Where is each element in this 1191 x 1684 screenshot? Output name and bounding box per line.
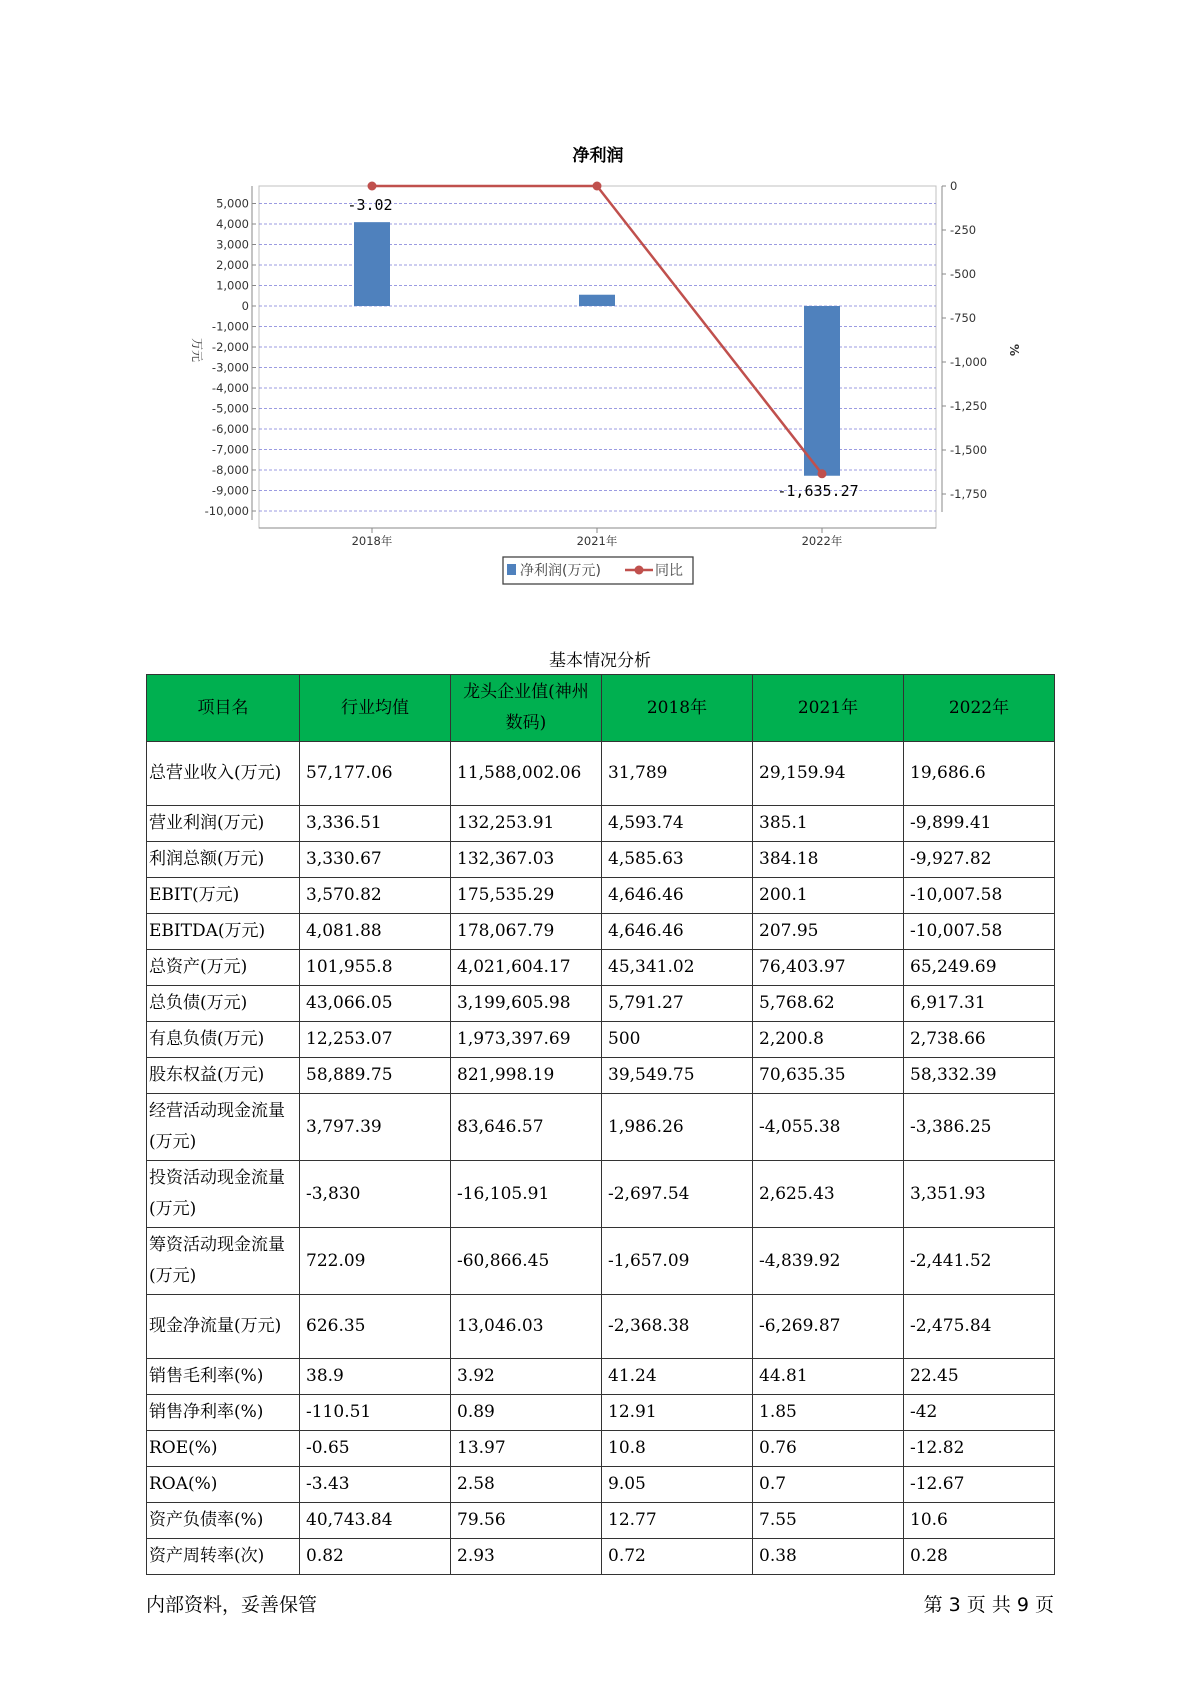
net-profit-chart	[0, 0, 1191, 640]
value-cell: 58,889.75	[300, 1058, 451, 1094]
chart-title: 净利润	[572, 146, 624, 166]
row-label-cell: ROE(%)	[147, 1431, 300, 1467]
left-tick-label: 2,000	[216, 258, 249, 272]
value-cell: 43,066.05	[300, 986, 451, 1022]
value-cell: 13,046.03	[451, 1295, 602, 1359]
yoy-line	[372, 186, 822, 474]
value-cell: 10.8	[602, 1431, 753, 1467]
value-cell: 207.95	[753, 914, 904, 950]
table-row	[147, 1022, 1055, 1058]
value-cell: 175,535.29	[451, 878, 602, 914]
value-cell: 57,177.06	[300, 742, 451, 806]
x-tick-label: 2021年	[576, 534, 618, 548]
row-label-cell: 营业利润(万元)	[147, 806, 300, 842]
value-cell: 132,253.91	[451, 806, 602, 842]
value-cell: 44.81	[753, 1359, 904, 1395]
value-cell: 10.6	[904, 1503, 1055, 1539]
left-tick-label: 3,000	[216, 237, 249, 252]
value-cell: 132,367.03	[451, 842, 602, 878]
row-label-cell: 利润总额(万元)	[147, 842, 300, 878]
row-label-cell: EBITDA(万元)	[147, 914, 300, 950]
value-cell: 178,067.79	[451, 914, 602, 950]
value-cell: 3,351.93	[904, 1161, 1055, 1228]
legend-bar-swatch	[507, 564, 516, 575]
value-cell: 1,973,397.69	[451, 1022, 602, 1058]
row-label-cell: 筹资活动现金流量(万元)	[147, 1228, 300, 1295]
value-cell: -4,839.92	[753, 1228, 904, 1295]
value-cell: 79.56	[451, 1503, 602, 1539]
value-cell: 0.89	[451, 1395, 602, 1431]
left-tick-label: -5,000	[211, 401, 249, 416]
header-cell: 龙头企业值(神州数码)	[451, 675, 602, 742]
left-tick-label: -3,000	[211, 360, 249, 375]
row-label-cell: EBIT(万元)	[147, 878, 300, 914]
value-cell: 385.1	[753, 806, 904, 842]
row-label-cell: 资产周转率(次)	[147, 1539, 300, 1575]
bar	[354, 222, 390, 306]
page-number: 第 3 页 共 9 页	[923, 1594, 1054, 1616]
row-label-cell: 股东权益(万元)	[147, 1058, 300, 1094]
value-cell: 19,686.6	[904, 742, 1055, 806]
value-cell: 31,789	[602, 742, 753, 806]
table-row	[147, 1395, 1055, 1431]
value-cell: -2,441.52	[904, 1228, 1055, 1295]
x-tick-label: 2022年	[801, 534, 843, 548]
value-cell: 3,199,605.98	[451, 986, 602, 1022]
value-cell: 3.92	[451, 1359, 602, 1395]
left-tick-label: 4,000	[216, 217, 249, 231]
value-cell: 13.97	[451, 1431, 602, 1467]
value-cell: -10,007.58	[904, 878, 1055, 914]
value-cell: 4,021,604.17	[451, 950, 602, 986]
value-cell: 0.72	[602, 1539, 753, 1575]
left-tick-label: 1,000	[216, 278, 249, 293]
left-tick-label: 5,000	[216, 196, 249, 211]
value-cell: 12,253.07	[300, 1022, 451, 1058]
table-row	[147, 914, 1055, 950]
bar	[804, 306, 840, 476]
value-cell: 2,738.66	[904, 1022, 1055, 1058]
legend-label: 同比	[655, 563, 683, 579]
table-caption: 基本情况分析	[549, 651, 651, 671]
value-cell: 76,403.97	[753, 950, 904, 986]
value-cell: 0.76	[753, 1431, 904, 1467]
yoy-point	[593, 182, 602, 191]
value-cell: -12.82	[904, 1431, 1055, 1467]
table-row	[147, 1359, 1055, 1395]
header-cell: 2021年	[753, 675, 904, 742]
x-tick-label: 2018年	[351, 534, 393, 548]
value-cell: -4,055.38	[753, 1094, 904, 1161]
left-tick-label: -10,000	[204, 504, 249, 518]
value-cell: 200.1	[753, 878, 904, 914]
value-cell: -2,368.38	[602, 1295, 753, 1359]
table-row	[147, 1295, 1055, 1359]
value-cell: 1,986.26	[602, 1094, 753, 1161]
header-cell: 项目名	[147, 675, 300, 742]
yoy-point	[818, 469, 827, 478]
left-tick-label: -8,000	[211, 463, 249, 477]
value-cell: 4,646.46	[602, 914, 753, 950]
value-cell: 41.24	[602, 1359, 753, 1395]
table-row	[147, 1094, 1055, 1161]
value-cell: -42	[904, 1395, 1055, 1431]
row-label-cell: 现金净流量(万元)	[147, 1295, 300, 1359]
value-cell: 58,332.39	[904, 1058, 1055, 1094]
value-cell: 3,330.67	[300, 842, 451, 878]
row-label-cell: 总营业收入(万元)	[147, 742, 300, 806]
table-row	[147, 1539, 1055, 1575]
value-cell: 1.85	[753, 1395, 904, 1431]
value-cell: -110.51	[300, 1395, 451, 1431]
value-cell: 626.35	[300, 1295, 451, 1359]
data-label: -1,635.27	[777, 482, 859, 500]
value-cell: -10,007.58	[904, 914, 1055, 950]
value-cell: 2,200.8	[753, 1022, 904, 1058]
value-cell: 3,797.39	[300, 1094, 451, 1161]
right-tick-label: -1,250	[950, 399, 988, 413]
table-row	[147, 1467, 1055, 1503]
basic-analysis-table	[146, 674, 1055, 1575]
right-axis-label: %	[1007, 343, 1021, 357]
value-cell: 39,549.75	[602, 1058, 753, 1094]
value-cell: 6,917.31	[904, 986, 1055, 1022]
value-cell: 12.91	[602, 1395, 753, 1431]
table-header-row	[147, 675, 1055, 742]
value-cell: 0.7	[753, 1467, 904, 1503]
value-cell: -9,927.82	[904, 842, 1055, 878]
value-cell: 70,635.35	[753, 1058, 904, 1094]
value-cell: 722.09	[300, 1228, 451, 1295]
value-cell: -3.43	[300, 1467, 451, 1503]
row-label-cell: 经营活动现金流量(万元)	[147, 1094, 300, 1161]
value-cell: 7.55	[753, 1503, 904, 1539]
value-cell: 2.93	[451, 1539, 602, 1575]
left-tick-label: -2,000	[211, 340, 249, 354]
value-cell: 3,570.82	[300, 878, 451, 914]
value-cell: 384.18	[753, 842, 904, 878]
value-cell: -3,830	[300, 1161, 451, 1228]
value-cell: 5,791.27	[602, 986, 753, 1022]
value-cell: 38.9	[300, 1359, 451, 1395]
row-label-cell: ROA(%)	[147, 1467, 300, 1503]
value-cell: 4,646.46	[602, 878, 753, 914]
value-cell: 9.05	[602, 1467, 753, 1503]
value-cell: 0.38	[753, 1539, 904, 1575]
value-cell: -2,697.54	[602, 1161, 753, 1228]
header-cell: 行业均值	[300, 675, 451, 742]
right-tick-label: -1,750	[950, 487, 988, 501]
value-cell: 0.28	[904, 1539, 1055, 1575]
value-cell: 5,768.62	[753, 986, 904, 1022]
value-cell: 2,625.43	[753, 1161, 904, 1228]
value-cell: 29,159.94	[753, 742, 904, 806]
legend-line-marker	[635, 566, 644, 575]
right-tick-label: -750	[950, 311, 977, 325]
value-cell: -1,657.09	[602, 1228, 753, 1295]
right-tick-label: -250	[950, 223, 977, 237]
left-axis-label: 万元	[190, 337, 204, 363]
row-label-cell: 有息负债(万元)	[147, 1022, 300, 1058]
table-row	[147, 986, 1055, 1022]
value-cell: -6,269.87	[753, 1295, 904, 1359]
value-cell: -3,386.25	[904, 1094, 1055, 1161]
value-cell: 4,593.74	[602, 806, 753, 842]
table-row	[147, 806, 1055, 842]
value-cell: 0.82	[300, 1539, 451, 1575]
table-row	[147, 1058, 1055, 1094]
confidential-footer: 内部资料，妥善保管	[146, 1594, 318, 1616]
value-cell: -16,105.91	[451, 1161, 602, 1228]
value-cell: -12.67	[904, 1467, 1055, 1503]
left-tick-label: -9,000	[211, 483, 249, 498]
table-row	[147, 1503, 1055, 1539]
right-tick-label: 0	[950, 179, 958, 193]
row-label-cell: 销售净利率(%)	[147, 1395, 300, 1431]
right-tick-label: -1,500	[950, 443, 988, 457]
right-tick-label: -500	[950, 267, 977, 281]
table-row	[147, 1228, 1055, 1295]
value-cell: -9,899.41	[904, 806, 1055, 842]
row-label-cell: 投资活动现金流量(万元)	[147, 1161, 300, 1228]
value-cell: 821,998.19	[451, 1058, 602, 1094]
row-label-cell: 总负债(万元)	[147, 986, 300, 1022]
header-cell: 2022年	[904, 675, 1055, 742]
value-cell: -2,475.84	[904, 1295, 1055, 1359]
value-cell: 65,249.69	[904, 950, 1055, 986]
left-tick-label: -7,000	[211, 442, 249, 457]
value-cell: -60,866.45	[451, 1228, 602, 1295]
value-cell: 101,955.8	[300, 950, 451, 986]
yoy-point	[368, 182, 377, 191]
value-cell: 22.45	[904, 1359, 1055, 1395]
right-tick-label: -1,000	[950, 355, 988, 369]
table-row	[147, 842, 1055, 878]
value-cell: 12.77	[602, 1503, 753, 1539]
value-cell: 45,341.02	[602, 950, 753, 986]
header-cell: 2018年	[602, 675, 753, 742]
data-label: -3.02	[347, 196, 393, 214]
row-label-cell: 总资产(万元)	[147, 950, 300, 986]
value-cell: 4,081.88	[300, 914, 451, 950]
value-cell: 11,588,002.06	[451, 742, 602, 806]
table-row	[147, 1161, 1055, 1228]
left-tick-label: -1,000	[211, 319, 249, 334]
left-tick-label: -6,000	[211, 422, 249, 436]
value-cell: 83,646.57	[451, 1094, 602, 1161]
value-cell: 500	[602, 1022, 753, 1058]
left-tick-label: -4,000	[211, 381, 249, 395]
value-cell: -0.65	[300, 1431, 451, 1467]
value-cell: 4,585.63	[602, 842, 753, 878]
table-row	[147, 878, 1055, 914]
table-row	[147, 742, 1055, 806]
value-cell: 40,743.84	[300, 1503, 451, 1539]
table-row	[147, 950, 1055, 986]
row-label-cell: 销售毛利率(%)	[147, 1359, 300, 1395]
legend-label: 净利润(万元)	[520, 563, 601, 579]
value-cell: 2.58	[451, 1467, 602, 1503]
row-label-cell: 资产负债率(%)	[147, 1503, 300, 1539]
table-row	[147, 1431, 1055, 1467]
left-tick-label: 0	[241, 299, 249, 313]
bar	[579, 295, 615, 306]
value-cell: 3,336.51	[300, 806, 451, 842]
